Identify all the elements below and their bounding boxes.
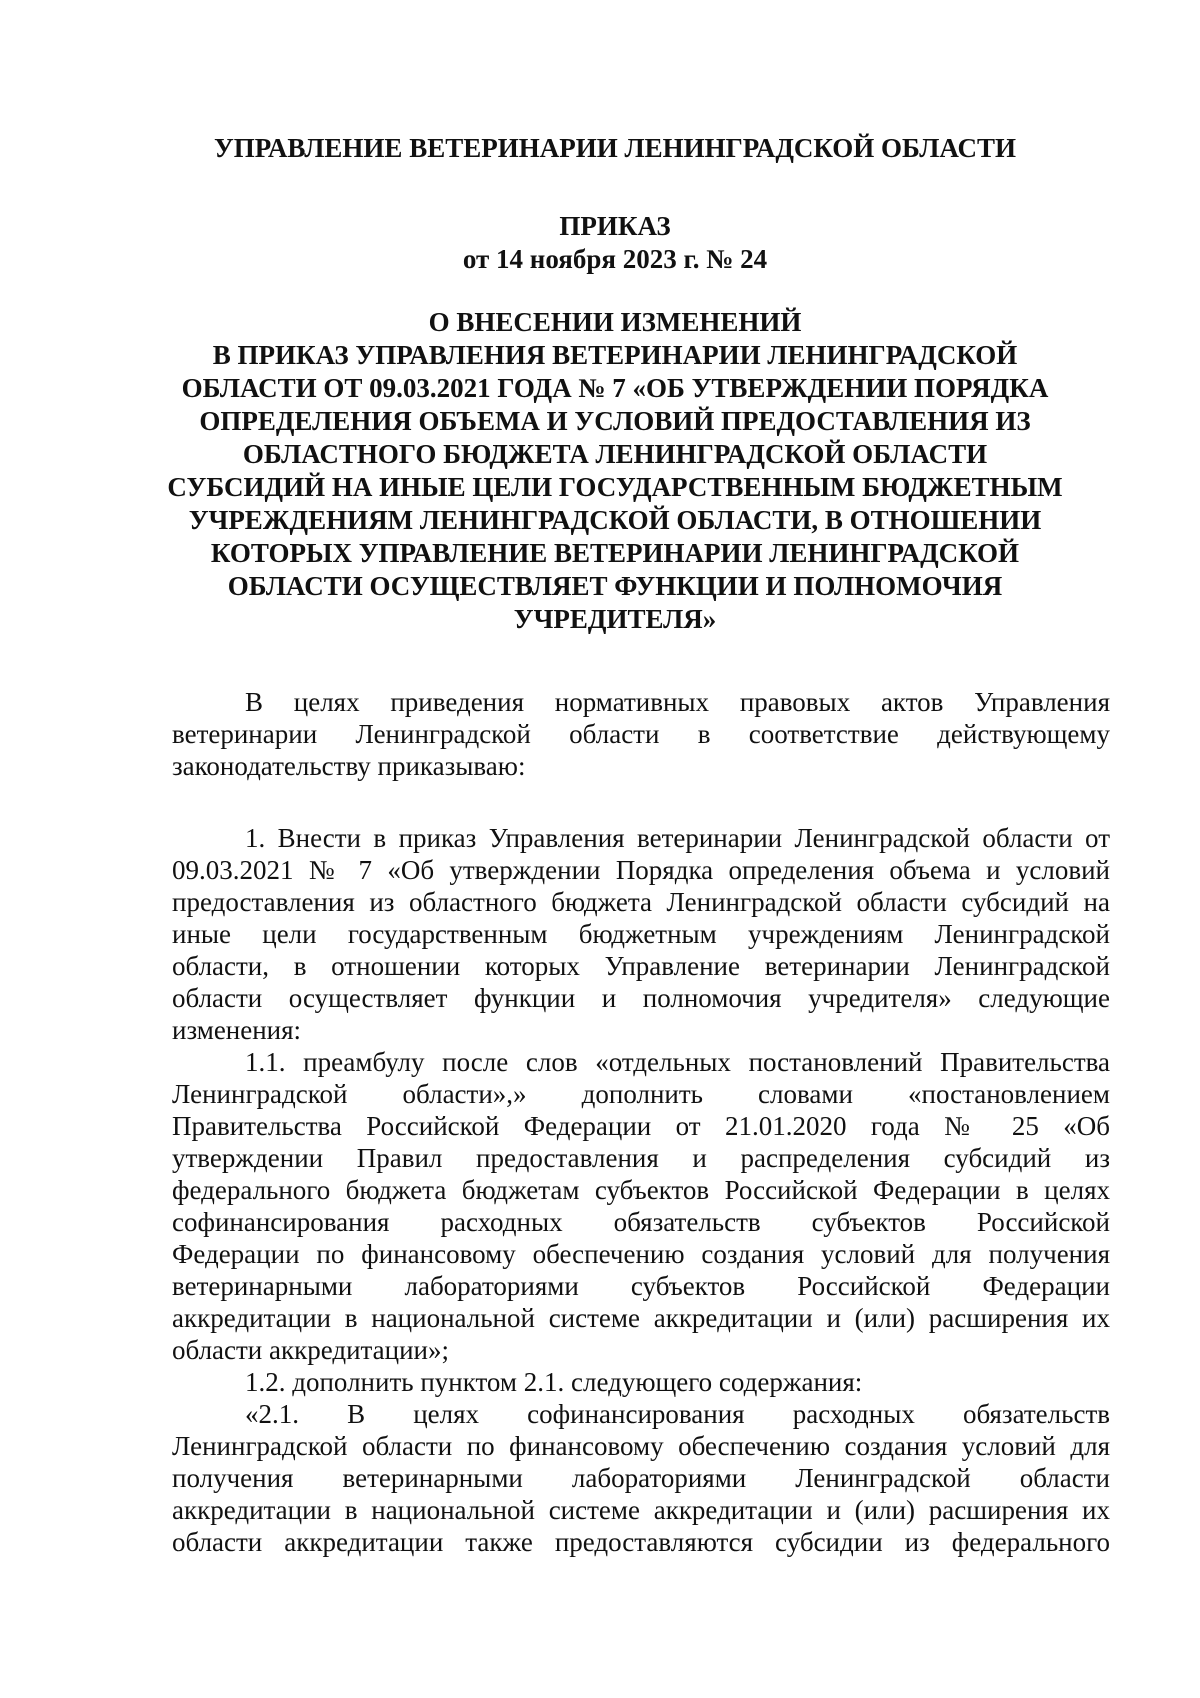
text-line: аккредитации в национальной системе аккредитации и (или) расширения их xyxy=(172,1495,1110,1525)
title-line: В ПРИКАЗ УПРАВЛЕНИЯ ВЕТЕРИНАРИИ ЛЕНИНГРАДСКОЙ xyxy=(212,340,1018,370)
preamble-paragraph xyxy=(172,686,1110,782)
text-line: Ленинградской области»,» дополнить словами «постановлением xyxy=(172,1079,1110,1109)
text-line: Правительства Российской Федерации от 21.01.2020 года № 25 «Об xyxy=(172,1111,1110,1141)
text-line: области осуществляет функции и полномочия учредителя» следующие xyxy=(172,983,1110,1013)
text-line: области аккредитации»; xyxy=(172,1335,450,1365)
doc-date-number: от 14 ноября 2023 г. № 24 xyxy=(462,244,768,274)
text-line: федерального бюджета бюджетам субъектов Российской Федерации в целях xyxy=(172,1175,1110,1205)
text-line: 1.1. преамбулу после слов «отдельных постановлений Правительства xyxy=(245,1047,1110,1077)
organization-heading xyxy=(150,132,1080,165)
title-line: ОБЛАСТИ ОТ 09.03.2021 ГОДА № 7 «ОБ УТВЕРЖДЕНИИ ПОРЯДКА xyxy=(181,373,1049,403)
text-line: утверждении Правил предоставления и распределения субсидий из xyxy=(172,1143,1110,1173)
title-line: СУБСИДИЙ НА ИНЫЕ ЦЕЛИ ГОСУДАРСТВЕННЫМ БЮДЖЕТНЫМ xyxy=(167,472,1063,502)
text-line: «2.1. В целях софинансирования расходных обязательств xyxy=(245,1399,1110,1429)
title-line: ОБЛАСТИ ОСУЩЕСТВЛЯЕТ ФУНКЦИИ И ПОЛНОМОЧИЯ xyxy=(227,571,1003,601)
text-line: изменения: xyxy=(172,1015,302,1045)
title-line: УЧРЕДИТЕЛЯ» xyxy=(513,604,717,634)
title-line: УЧРЕЖДЕНИЯМ ЛЕНИНГРАДСКОЙ ОБЛАСТИ, В ОТНОШЕНИИ xyxy=(188,505,1042,535)
text-line: иные цели государственным бюджетным учреждениям Ленинградской xyxy=(172,919,1110,949)
text-line: Ленинградской области по финансовому обеспечению создания условий для xyxy=(172,1431,1110,1461)
text-line: Федерации по финансовому обеспечению создания условий для получения xyxy=(172,1239,1110,1269)
amendments-body xyxy=(172,822,1110,1558)
text-line: предоставления из областного бюджета Ленинградской области субсидий на xyxy=(172,887,1110,917)
title-line: КОТОРЫХ УПРАВЛЕНИЕ ВЕТЕРИНАРИИ ЛЕНИНГРАДСКОЙ xyxy=(210,538,1020,568)
text-line: законодательству приказываю: xyxy=(172,751,526,781)
text-line: области, в отношении которых Управление ветеринарии Ленинградской xyxy=(172,951,1110,981)
organization-name: УПРАВЛЕНИЕ ВЕТЕРИНАРИИ ЛЕНИНГРАДСКОЙ ОБЛАСТИ xyxy=(213,133,1017,163)
text-line: ветеринарными лабораториями субъектов Российской Федерации xyxy=(172,1271,1110,1301)
title-line: ОБЛАСТНОГО БЮДЖЕТА ЛЕНИНГРАДСКОЙ ОБЛАСТИ xyxy=(242,439,988,469)
text-line: 1.2. дополнить пунктом 2.1. следующего содержания: xyxy=(245,1367,863,1397)
text-line: получения ветеринарными лабораториями Ленинградской области xyxy=(172,1463,1110,1493)
text-line: 1. Внести в приказ Управления ветеринарии Ленинградской области от xyxy=(245,823,1110,853)
document-title xyxy=(150,306,1080,636)
order-heading xyxy=(150,210,1080,276)
text-line: 09.03.2021 № 7 «Об утверждении Порядка определения объема и условий xyxy=(172,855,1110,885)
title-line: О ВНЕСЕНИИ ИЗМЕНЕНИЙ xyxy=(428,307,802,337)
text-line: В целях приведения нормативных правовых актов Управления xyxy=(245,687,1110,717)
text-line: софинансирования расходных обязательств субъектов Российской xyxy=(172,1207,1110,1237)
text-line: области аккредитации также предоставляются субсидии из федерального xyxy=(172,1527,1110,1557)
doc-type: ПРИКАЗ xyxy=(559,211,671,241)
text-line: аккредитации в национальной системе аккредитации и (или) расширения их xyxy=(172,1303,1110,1333)
title-line: ОПРЕДЕЛЕНИЯ ОБЪЕМА И УСЛОВИЙ ПРЕДОСТАВЛЕНИЯ ИЗ xyxy=(199,406,1031,436)
text-line: ветеринарии Ленинградской области в соответствие действующему xyxy=(172,719,1110,749)
